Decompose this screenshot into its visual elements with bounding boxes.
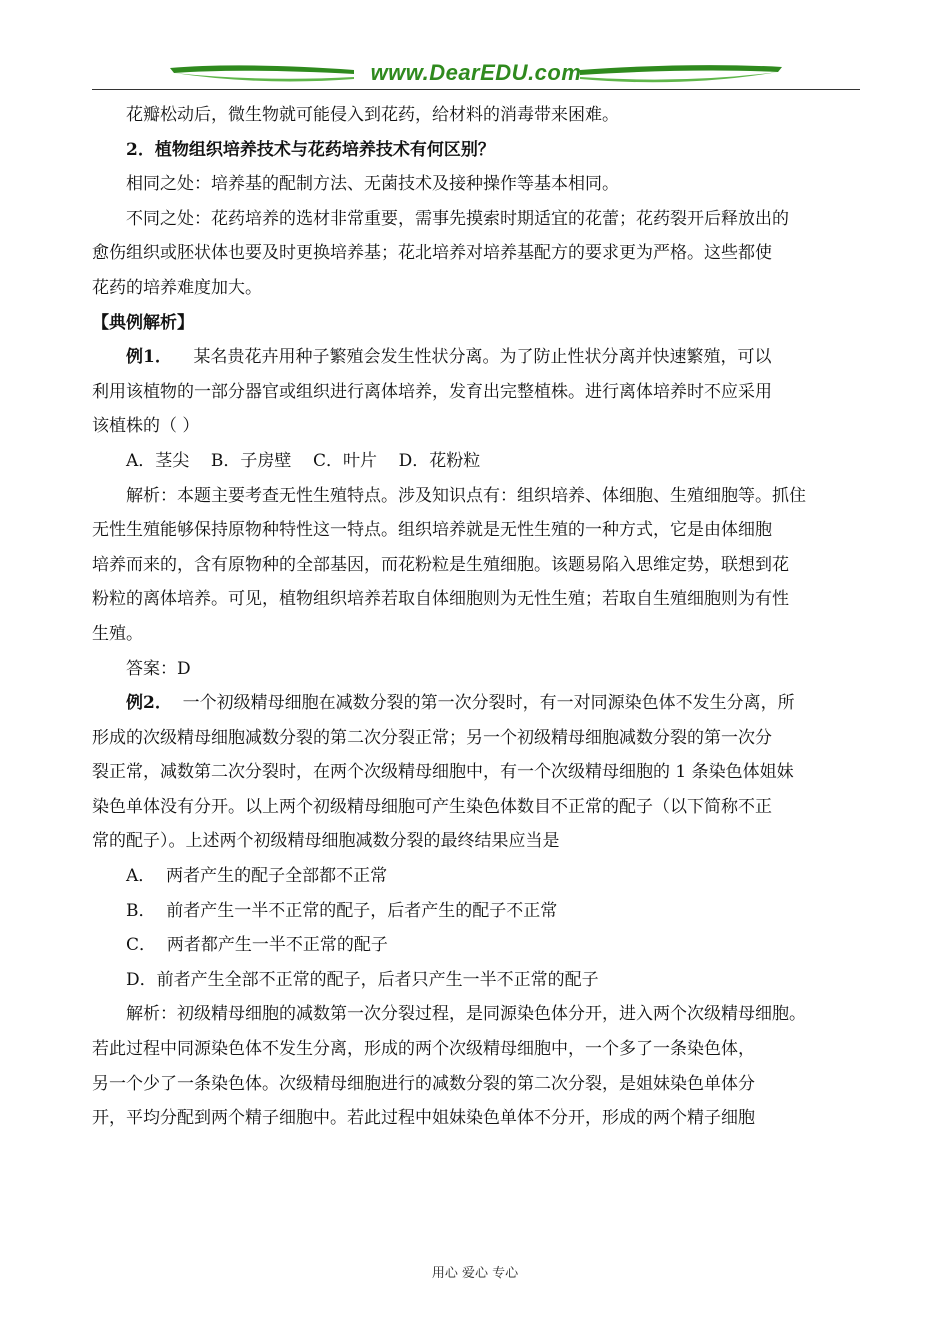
answer-line: 答案：D	[126, 658, 191, 679]
example-label: 例2．	[126, 693, 172, 714]
site-header	[92, 58, 860, 92]
text-line: 染色单体没有分开。以上两个初级精母细胞可产生染色体数目不正常的配子（以下简称不正	[92, 796, 772, 817]
example-text: 一个初级精母细胞在减数分裂的第一次分裂时，有一对同源染色体不发生分离，所	[171, 693, 795, 714]
text-line: 花瓣松动后，微生物就可能侵入到花药，给材料的消毒带来困难。	[126, 105, 619, 125]
text-line: 相同之处：培养基的配制方法、无菌技术及接种操作等基本相同。	[126, 174, 619, 195]
option-a: A． 两者产生的配子全部都不正常	[126, 866, 388, 887]
text-line: 若此过程中同源染色体不发生分离，形成的两个次级精母细胞中，一个多了一条染色体，	[92, 1039, 755, 1060]
text-line: 不同之处：花药培养的选材非常重要，需事先摸索时期适宜的花蕾；花药裂开后释放出的	[126, 208, 789, 229]
header-divider	[92, 89, 860, 90]
text-line: 生殖。	[92, 623, 143, 644]
text-line: 利用该植物的一部分器官或组织进行离体培养，发育出完整植株。进行离体培养时不应采用	[92, 381, 772, 402]
option-d: D．前者产生全部不正常的配子，后者只产生一半不正常的配子	[126, 969, 599, 990]
document-body	[92, 98, 860, 1136]
text-line: 开，平均分配到两个精子细胞中。若此过程中姐妹染色单体不分开，形成的两个精子细胞	[92, 1108, 755, 1129]
site-logo-text: www.DearEDU.com	[370, 60, 582, 85]
option-b: B． 前者产生一半不正常的配子，后者产生的配子不正常	[126, 900, 558, 921]
example-line	[92, 686, 860, 721]
text-line: 培养而来的，含有原物种的全部基因，而花粉粒是生殖细胞。该题易陷入思维定势，联想到花	[92, 554, 789, 575]
answer-options: A．茎尖 B．子房壁 C．叶片 D．花粉粒	[126, 450, 481, 471]
text-line: 常的配子）。上述两个初级精母细胞减数分裂的最终结果应当是	[92, 831, 560, 852]
text-line: 裂正常，减数第二次分裂时，在两个次级精母细胞中，有一个次级精母细胞的 1 条染色体姐妹	[92, 762, 794, 783]
text-line: 无性生殖能够保持原物种特性这一特点。组织培养就是无性生殖的一种方式，它是由体细胞	[92, 520, 772, 541]
text-line: 另一个少了一条染色体。次级精母细胞进行的减数分裂的第二次分裂，是姐妹染色单体分	[92, 1073, 755, 1094]
question-heading: 2．植物组织培养技术与花药培养技术有何区别？	[126, 139, 495, 160]
example-label: 例1．	[126, 347, 172, 368]
example-line	[92, 340, 860, 375]
text-line: 愈伤组织或胚状体也要及时更换培养基；花北培养对培养基配方的要求更为严格。这些都使	[92, 243, 772, 264]
example-text: 某名贵花卉用种子繁殖会发生性状分离。为了防止性状分离并快速繁殖，可以	[171, 347, 772, 368]
text-line: 解析：初级精母细胞的减数第一次分裂过程，是同源染色体分开，进入两个次级精母细胞。	[126, 1004, 806, 1025]
option-c: C． 两者都产生一半不正常的配子	[126, 935, 388, 956]
text-line: 粉粒的离体培养。可见，植物组织培养若取自体细胞则为无性生殖；若取自生殖细胞则为有性	[92, 589, 789, 610]
section-heading: 【典例解析】	[92, 312, 194, 333]
text-line: 解析：本题主要考查无性生殖特点。涉及知识点有：组织培养、体细胞、生殖细胞等。抓住	[126, 485, 806, 506]
page-footer: 用心 爱心 专心	[431, 1266, 519, 1281]
text-line: 形成的次级精母细胞减数分裂的第二次分裂正常；另一个初级精母细胞减数分裂的第一次分	[92, 727, 772, 748]
text-line: 花药的培养难度加大。	[92, 277, 262, 298]
text-line: 该植株的（ ）	[92, 416, 200, 437]
